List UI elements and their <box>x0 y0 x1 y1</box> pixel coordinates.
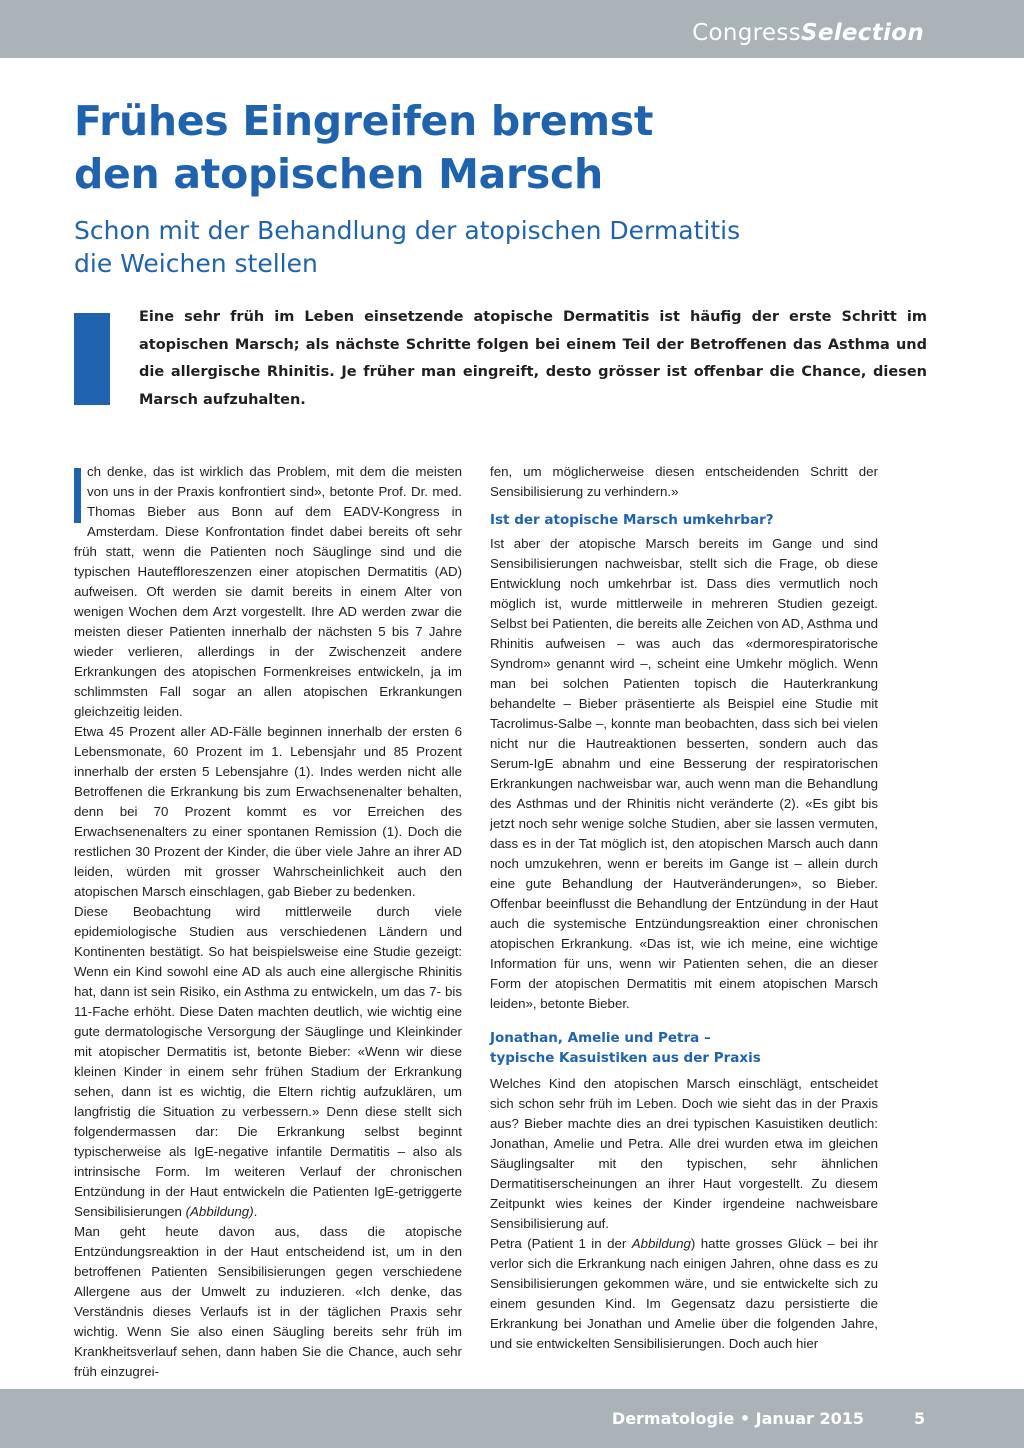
congress-selection-brand <box>692 18 924 48</box>
title-line-2: den atopischen Marsch <box>74 150 603 198</box>
article-subtitle <box>74 214 934 280</box>
header-bar <box>0 0 1024 58</box>
brand-bold: Selection <box>800 20 924 46</box>
lead-accent-bar <box>74 313 110 405</box>
paragraph: Man geht heute davon aus, dass die atopische Entzündungsreaktion in der Haut entscheidend ist, um in den betroffenen Patienten Sensibilisierungen gegen verschiedene Allergene aus der Umwelt zu induzieren. «Ich denke, das Verständnis dieses Verlaufs ist in der täglichen Praxis sehr wichtig. Wenn Sie also einen Säugling bereits sehr früh im Krankheitsverlauf sehen, dann haben Sie die Chance, auch sehr früh einzugrei- <box>74 1224 462 1379</box>
brand-light: Congress <box>692 20 801 46</box>
paragraph-text: Diese Beobachtung wird mittlerweile durch viele epidemiologische Studien aus verschiedenen Ländern und Kontinenten bestätigt. So hat beispielsweise eine Studie gezeigt: Wenn ein Kind sowohl eine AD als auch eine allergische Rhinitis hat, dann ist sein Risiko, ein Asthma zu entwickeln, um das 7- bis 11-Fache erhöht. Diese Daten machten deutlich, wie wichtig eine gute dermatologische Versorgung der Säuglinge und Kleinkinder mit atopischer Dermatitis ist, betonte Bieber: «Wenn wir diese kleinen Kinder in einem sehr frühen Stadium der Erkrankung sehen, dann ist es wichtig, die Eltern richtig aufzuklären, um langfristig die Situation zu verbessern.» Denn diese stellt sich folgendermassen dar: Die Erkrankung selbst beginnt typischerweise als IgE-negative infantile Dermatitis – also als intrinsische Form. Im weiteren Verlauf der chronischen Entzündung in der Haut entwickeln die Patienten IgE-getriggerte Sensibilisierungen <box>74 904 462 1219</box>
paragraph: Welches Kind den atopischen Marsch einschlägt, entscheidet sich schon sehr früh im Leben. Doch wie sieht das in der Praxis aus? Bieber machte dies an drei typischen Kasuistiken deutlich: Jonathan, Amelie und Petra. Alle drei wurden etwa im gleichen Säuglingsalter mit den typischen, sehr ähnlichen Dermatitiserscheinungen an ihrer Haut vorgestellt. Zu diesem Zeitpunkt wies keines der Kinder irgendeine nachweisbare Sensibilisierung auf. <box>490 1076 878 1231</box>
subtitle-line-2: die Weichen stellen <box>74 249 318 278</box>
paragraph <box>74 902 462 1222</box>
heading-line-1: Jonathan, Amelie und Petra – <box>490 1030 711 1046</box>
journal-issue: Dermatologie • Januar 2015 <box>611 1409 864 1428</box>
right-column <box>490 462 878 1354</box>
page-number: 5 <box>914 1409 926 1428</box>
paragraph <box>490 1234 878 1354</box>
paragraph-text: Petra (Patient 1 in der <box>490 1236 632 1251</box>
paragraph-text: . <box>253 1204 258 1219</box>
paragraph <box>74 462 462 722</box>
article-title <box>74 95 934 201</box>
figure-reference: Abbildung <box>631 1236 691 1251</box>
section-heading: Ist der atopische Marsch umkehrbar? <box>490 512 774 528</box>
paragraph-text: ) hatte grosses Glück – bei ihr verlor sich die Erkrankung nach einigen Jahren, ohne dass es zu Sensibilisierungen gekommen wäre, und sie entwickelte sich zu einem gesunden Kind. Im Gegensatz dazu persistierte die Erkrankung bei Jonathan und Amelie über die folgenden Jahre, und sie entwickelten Sensibilisierungen. Doch auch hier <box>490 1236 878 1351</box>
paragraph: fen, um möglicherweise diesen entscheidenden Schritt der Sensibilisierung zu verhindern.» <box>490 464 878 499</box>
title-line-1: Frühes Eingreifen bremst <box>74 97 654 145</box>
footer-bar <box>0 1389 1024 1448</box>
drop-cap-bar <box>74 468 81 523</box>
heading-line-2: typische Kasuistiken aus der Praxis <box>490 1050 761 1066</box>
paragraph-text: ch denke, das ist wirklich das Problem, mit dem die meisten von uns in der Praxis konfrontiert sind», betonte Prof. Dr. med. Thomas Bieber aus Bonn auf dem EADV-Kongress in Amsterdam. Diese Konfrontation findet dabei bereits oft sehr früh statt, wenn die Patienten noch Säuglinge sind und die typischen Hauteffloreszenzen einer atopischen Dermatitis (AD) aufweisen. Oft werden sie damit bereits in einem Alter von wenigen Wochen dem Arzt vorgestellt. Ihre AD werden zwar die meisten dieser Patienten innerhalb der nächsten 5 bis 7 Jahre wieder verlieren, allerdings in der Zwischenzeit andere Erkrankungen des atopischen Formenkreises entwickeln, ja im schlimmsten Fall sogar an allen atopischen Erkrankungen gleichzeitig leiden. <box>74 464 462 719</box>
lead-paragraph: Eine sehr früh im Leben einsetzende atopische Dermatitis ist häufig der erste Schritt im atopischen Marsch; als nächste Schritte folgen bei einem Teil der Betroffenen das Asthma und die allergische Rhinitis. Je früher man eingreift, desto grösser ist offenbar die Chance, diesen Marsch aufzuhalten. <box>139 309 927 408</box>
figure-reference: (Abbildung) <box>185 1204 254 1219</box>
section-heading <box>490 1028 878 1068</box>
paragraph: Ist aber der atopische Marsch bereits im Gange und sind Sensibilisierungen nachweisbar, stellt sich die Frage, ob diese Entwicklung noch umkehrbar ist. Dass dies vermutlich noch möglich ist, wurde mittlerweile in mehreren Studien gezeigt. Selbst bei Patienten, die bereits alle Zeichen von AD, Asthma und Rhinitis aufweisen – was auch das «dermorespiratorische Syndrom» genannt wird –, scheint eine Umkehr möglich. Wenn man bei solchen Patienten topisch die Hauterkrankung behandelte – Bieber präsentierte als Beispiel eine Studie mit Tacrolimus-Salbe –, konnte man beobachten, dass sich bei vielen nicht nur die Hautreaktionen besserten, sondern auch das Serum-IgE abnahm und eine Besserung der respiratorischen Erkrankungen nachweisbar war, auch wenn man die Behandlung des Asthmas und der Rhinitis nicht veränderte (2). «Es gibt bis jetzt noch sehr wenige solche Studien, aber sie lassen vermuten, dass es in der Tat möglich ist, den atopischen Marsch auch dann noch umzukehren, wenn er bereits im Gange ist – allein durch eine gute Behandlung der Hautveränderungen», so Bieber. Offenbar beeinflusst die Behandlung der Entzündung in der Haut auch die systemische Entzündungsreaktion einer chronischen atopischen Erkrankung. «Das ist, wie ich meine, eine wichtige Information für uns, wenn wir Patienten sehen, die an dieser Form der atopischen Dermatitis mit einem atopischen Marsch leiden», betonte Bieber. <box>490 536 878 1011</box>
paragraph: Etwa 45 Prozent aller AD-Fälle beginnen innerhalb der ersten 6 Lebensmonate, 60 Prozent im 1. Lebensjahr und 85 Prozent innerhalb der ersten 5 Lebensjahre (1). Indes werden nicht alle Betroffenen die Erkrankung bis zum Erwachsenenalter behalten, denn bei 70 Prozent kommt es vor Erreichen des Erwachsenenalters zu einer spontanen Remission (1). Doch die restlichen 30 Prozent der Kinder, die über viele Jahre an ihrer AD leiden, würden mit grosser Wahrscheinlichkeit auch den atopischen Marsch einschlagen, gab Bieber zu bedenken. <box>74 724 462 899</box>
subtitle-line-1: Schon mit der Behandlung der atopischen Dermatitis <box>74 216 741 245</box>
left-column <box>74 462 462 1382</box>
